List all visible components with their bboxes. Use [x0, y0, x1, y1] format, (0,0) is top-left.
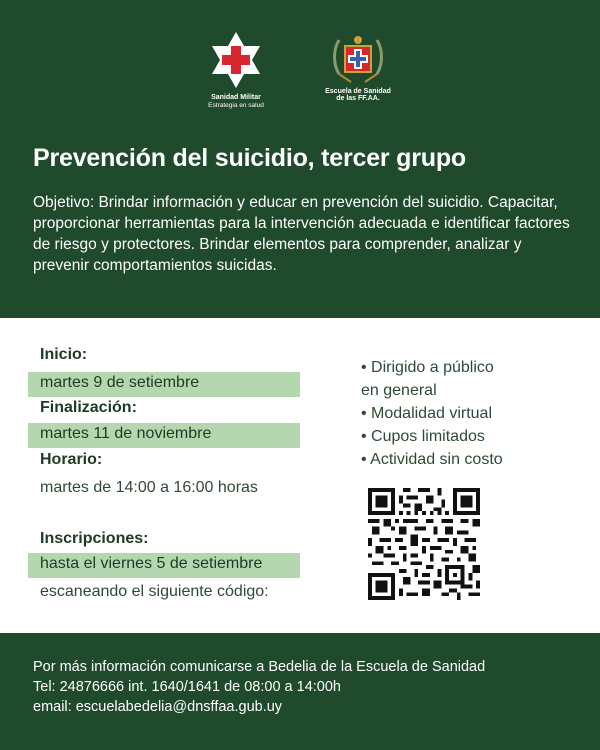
footer-phone: Tel: 24876666 int. 1640/1641 de 08:00 a 14:00h: [33, 679, 341, 695]
inscripciones-value: hasta el viernes 5 de setiembre: [40, 555, 263, 572]
inicio-value: martes 9 de setiembre: [40, 374, 200, 391]
escuela-sanidad-subtitle: de las FF.AA.: [336, 95, 380, 102]
scan-instruction: escaneando el siguiente código:: [40, 583, 269, 600]
feature-item: en general: [361, 382, 437, 399]
info-section: [0, 318, 600, 633]
footer-info: Por más información comunicarse a Bedelia de la Escuela de Sanidad: [33, 659, 486, 675]
footer-email[interactable]: email: escuelabedelia@dnsffaa.gub.uy: [33, 699, 283, 715]
sanidad-militar-name: Sanidad Militar: [211, 94, 261, 101]
header-section: [0, 0, 600, 318]
page-title: Prevención del suicidio, tercer grupo: [33, 144, 466, 172]
horario-value: martes de 14:00 a 16:00 horas: [40, 479, 258, 496]
horario-label: Horario:: [40, 451, 103, 468]
objective-text: Objetivo: Brindar información y educar en prevención del suicidio. Capacitar, proporcionar herramientas para la intervención adecuada e identificar factores de riesgo y protectores. Brindar elementos para comprender, analizar y prevenir comportamientos suicidas.: [33, 194, 570, 274]
inscripciones-label: Inscripciones:: [40, 530, 149, 547]
inicio-label: Inicio:: [40, 346, 88, 363]
escuela-crest-icon: [327, 30, 389, 86]
feature-item: • Actividad sin costo: [361, 451, 503, 468]
feature-item: • Modalidad virtual: [361, 405, 492, 422]
escuela-sanidad-name: Escuela de Sanidad: [325, 88, 391, 95]
finalizacion-label: Finalización:: [40, 399, 137, 416]
qr-code-icon[interactable]: [368, 488, 480, 600]
escuela-sanidad-logo: [318, 30, 398, 102]
feature-item: • Dirigido a público: [361, 359, 494, 376]
sanidad-militar-logo: [198, 30, 274, 109]
feature-item: • Cupos limitados: [361, 428, 485, 445]
finalizacion-value: martes 11 de noviembre: [40, 425, 212, 442]
features-list: [361, 356, 503, 471]
sanidad-militar-tagline: Estrategia en salud: [208, 102, 264, 109]
footer-section: [0, 633, 600, 750]
red-cross-star-icon: [206, 30, 266, 90]
